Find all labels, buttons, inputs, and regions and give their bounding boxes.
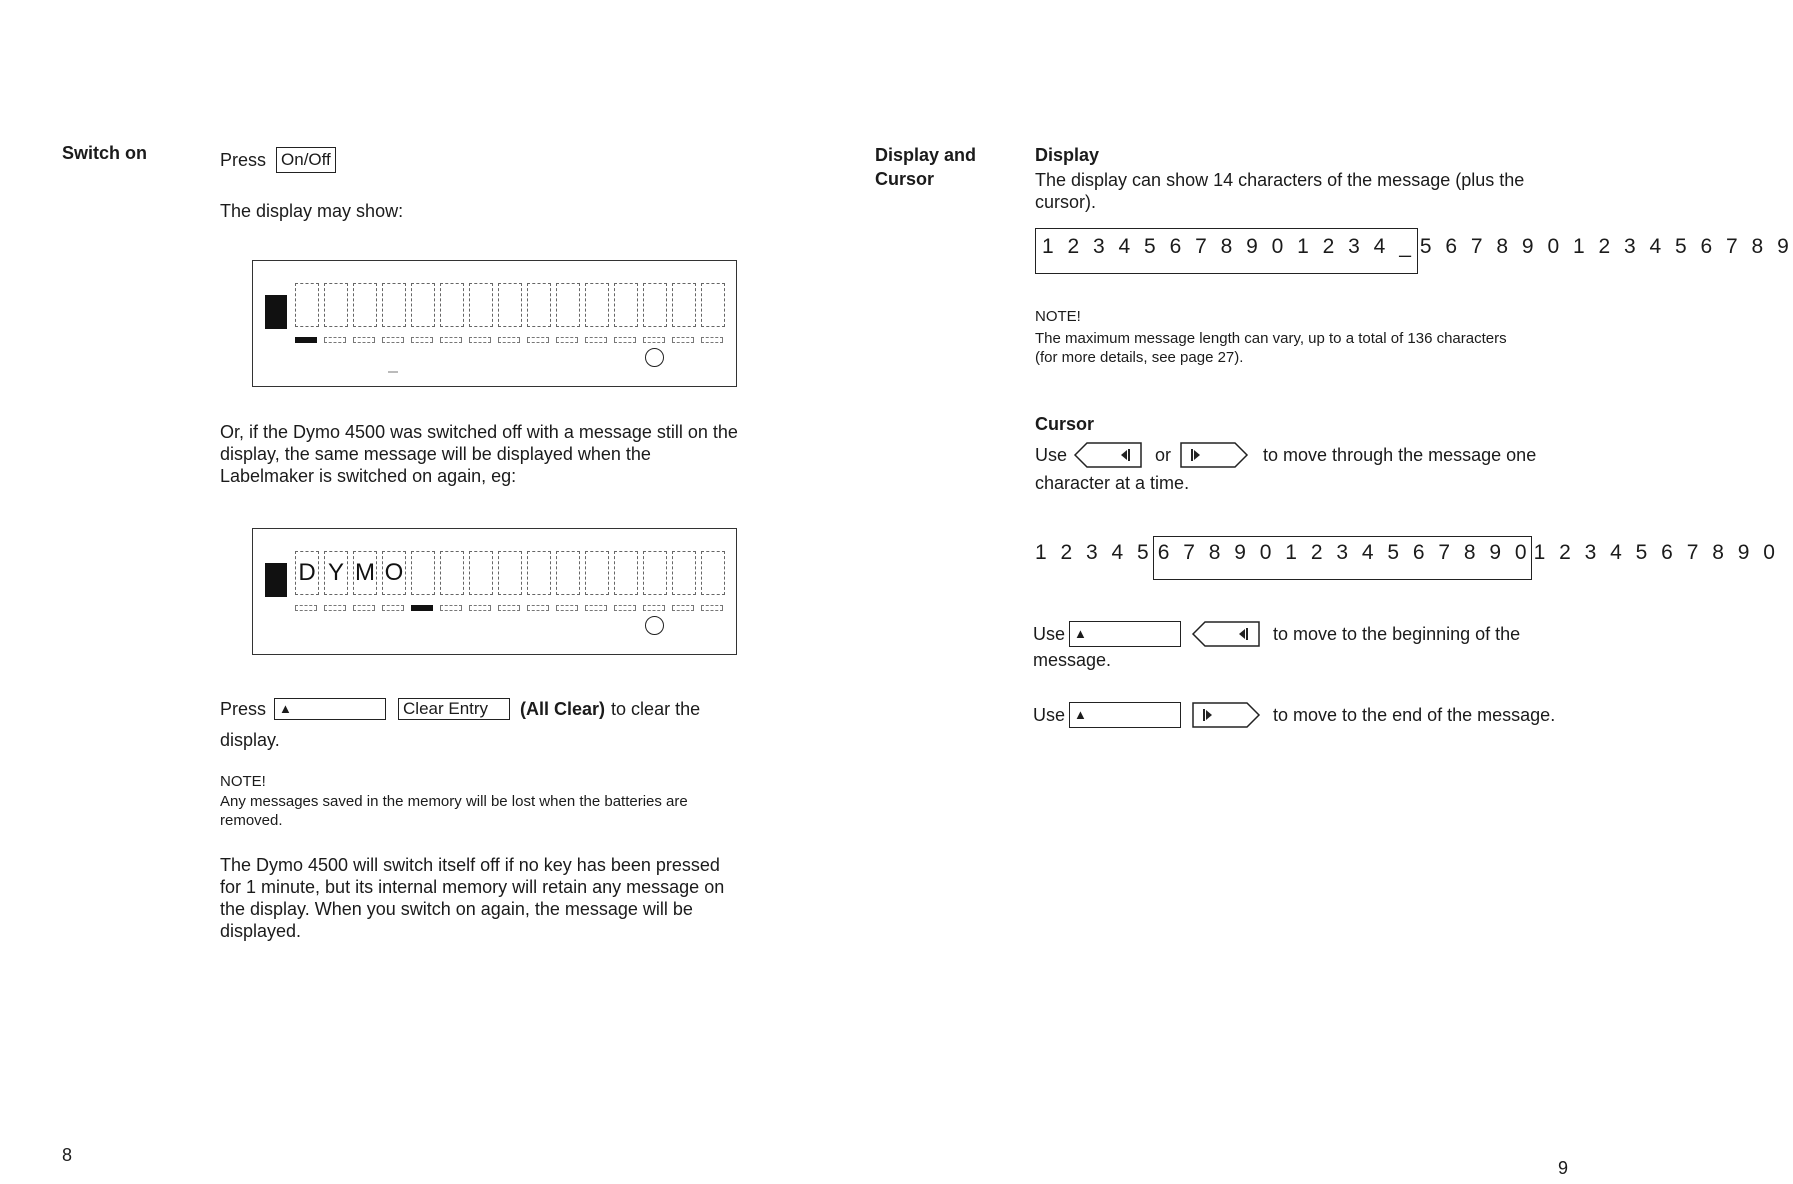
lcd-character-cell	[643, 551, 667, 595]
lcd-character-cell: M	[353, 551, 377, 595]
lcd-smudge	[388, 371, 398, 373]
left-note-line: removed.	[220, 812, 283, 829]
lcd-underline-dash	[295, 605, 317, 611]
up-key: ▲	[274, 698, 386, 720]
lcd-underline-dash	[614, 605, 636, 611]
lcd-block-marker	[265, 295, 287, 329]
display-strip-2	[1035, 536, 1779, 580]
cursor-move-line-2: character at a time.	[1035, 473, 1190, 493]
lcd-character-cell	[701, 283, 725, 327]
lcd-character-cell	[527, 283, 551, 327]
lcd-character-cell	[469, 551, 493, 595]
press-onoff-line	[220, 147, 336, 173]
lcd-character-cell	[585, 551, 609, 595]
display-text	[1035, 169, 1524, 213]
right-note-text	[1035, 329, 1507, 367]
circle-indicator-icon	[645, 616, 664, 635]
lcd-underline-dash	[701, 337, 723, 343]
heading-line: Display and	[875, 145, 977, 165]
page-number-right: 9	[1558, 1158, 1569, 1178]
right-note-line: The maximum message length can vary, up to a total of 136 characters	[1035, 330, 1507, 347]
display-window-box: 1 2 3 4 5 6 7 8 9 0 1 2 3 4 _	[1035, 228, 1418, 274]
cursor-title: Cursor	[1035, 414, 1095, 434]
display-strip-1	[1035, 228, 1793, 274]
lcd-underline-dash	[324, 605, 346, 611]
or-paragraph-line: Labelmaker is switched on again, eg:	[220, 466, 517, 486]
lcd-underline-dash	[527, 605, 549, 611]
display-may-show-text: The display may show:	[220, 201, 404, 221]
lcd-character-cell	[295, 283, 319, 327]
use-label: Use	[1035, 445, 1068, 465]
autooff-line: the display. When you switch on again, the message will be	[220, 899, 693, 919]
autooff-line: displayed.	[220, 921, 302, 941]
lcd-underline-dash	[382, 337, 404, 343]
lcd-underline-dash	[324, 337, 346, 343]
beginning-line-2: message.	[1033, 650, 1112, 670]
beginning-line	[1033, 620, 1520, 648]
up-key: ▲	[1069, 702, 1181, 728]
beginning-text: to move to the beginning of the	[1273, 624, 1521, 644]
right-note-line: (for more details, see page 27).	[1035, 349, 1244, 366]
cursor-move-line	[1035, 441, 1536, 469]
autooff-line: for 1 minute, but its internal memory will retain any message on	[220, 877, 725, 897]
lcd-character-cell	[469, 283, 493, 327]
lcd-character-cell	[324, 283, 348, 327]
or-paragraph	[220, 421, 738, 487]
left-note-line: Any messages saved in the memory will be lost when the batteries are	[220, 793, 688, 810]
lcd-underline-dash	[411, 337, 433, 343]
lcd-block-marker	[265, 563, 287, 597]
strip-before: 1 2 3 4 5	[1035, 541, 1153, 564]
right-note-title: NOTE!	[1035, 308, 1081, 325]
lcd-underline-dash	[672, 337, 694, 343]
page-number-left: 8	[62, 1145, 73, 1165]
switch-on-heading: Switch on	[62, 143, 147, 163]
lcd-cursor-dash	[411, 605, 433, 611]
display-window-box: 6 7 8 9 0 1 2 3 4 5 6 7 8 9 0	[1153, 536, 1532, 580]
onoff-key: On/Off	[276, 147, 336, 173]
clear-after-text: to clear the	[611, 699, 701, 719]
lcd-underline-dash	[353, 605, 375, 611]
lcd-character-cell	[411, 283, 435, 327]
or-paragraph-line: display, the same message will be displayed when the	[220, 444, 651, 464]
lcd-character-cell	[614, 283, 638, 327]
lcd-display-message	[252, 528, 737, 655]
display-text-line: cursor).	[1035, 192, 1097, 212]
display-text-line: The display can show 14 characters of the message (plus the	[1035, 170, 1525, 190]
cursor-right-key-icon	[1179, 441, 1249, 469]
lcd-underline-dash	[672, 605, 694, 611]
lcd-character-cell	[353, 283, 377, 327]
lcd-underline-dash	[498, 605, 520, 611]
use-label: Use	[1033, 624, 1066, 644]
lcd-character-cell	[498, 283, 522, 327]
lcd-underline-dash	[440, 605, 462, 611]
lcd-underline-dash	[701, 605, 723, 611]
lcd-underline-dash	[585, 605, 607, 611]
end-line	[1033, 701, 1555, 729]
lcd-underline-dash	[440, 337, 462, 343]
lcd-character-cell	[643, 283, 667, 327]
clear-line	[220, 698, 700, 720]
all-clear-label: (All Clear)	[520, 699, 606, 719]
left-note-text	[220, 792, 688, 830]
lcd-character-cell	[527, 551, 551, 595]
cursor-left-key-icon	[1073, 441, 1143, 469]
lcd-underline-dash	[382, 605, 404, 611]
lcd-character-cell	[440, 283, 464, 327]
lcd-underline-dash	[643, 337, 665, 343]
lcd-underline-dash	[498, 337, 520, 343]
lcd-character-cell	[672, 283, 696, 327]
strip-after: 1 2 3 4 5 6 7 8 9 0	[1533, 541, 1779, 564]
up-key: ▲	[1069, 621, 1181, 647]
press-label: Press	[220, 150, 267, 170]
heading-line: Cursor	[875, 169, 935, 189]
autooff-paragraph	[220, 854, 724, 942]
lcd-display-blank	[252, 260, 737, 387]
lcd-character-cell	[382, 283, 406, 327]
press-label: Press	[220, 699, 267, 719]
clear-line-2: display.	[220, 730, 280, 750]
lcd-underline-dash	[614, 337, 636, 343]
cursor-right-key-icon	[1191, 701, 1261, 729]
lcd-character-cell	[585, 283, 609, 327]
or-label: or	[1155, 445, 1172, 465]
lcd-character-cell	[411, 551, 435, 595]
lcd-cursor-dash	[295, 337, 317, 343]
or-paragraph-line: Or, if the Dymo 4500 was switched off with a message still on the	[220, 422, 738, 442]
lcd-character-cell	[701, 551, 725, 595]
display-and-cursor-heading	[875, 143, 976, 191]
lcd-underline-dash	[469, 337, 491, 343]
lcd-underline-dash	[353, 337, 375, 343]
lcd-character-cell	[498, 551, 522, 595]
lcd-underline-dash	[469, 605, 491, 611]
lcd-character-cell	[556, 551, 580, 595]
lcd-character-cell	[672, 551, 696, 595]
lcd-character-cell	[614, 551, 638, 595]
cursor-move-text: to move through the message one	[1263, 445, 1537, 465]
lcd-underline-dash	[643, 605, 665, 611]
cursor-left-key-icon	[1191, 620, 1261, 648]
display-strip-overflow: 5 6 7 8 9 0 1 2 3 4 5 6 7 8 9	[1419, 235, 1793, 258]
left-note-title: NOTE!	[220, 773, 266, 790]
lcd-character-cell: Y	[324, 551, 348, 595]
lcd-underline-dash	[556, 605, 578, 611]
lcd-underline-dash	[556, 337, 578, 343]
lcd-underline-dash	[585, 337, 607, 343]
use-label: Use	[1033, 705, 1066, 725]
display-title: Display	[1035, 145, 1100, 165]
lcd-character-cell	[440, 551, 464, 595]
lcd-character-cell	[556, 283, 580, 327]
circle-indicator-icon	[645, 348, 664, 367]
lcd-character-cell: D	[295, 551, 319, 595]
lcd-underline-dash	[527, 337, 549, 343]
lcd-character-cell: O	[382, 551, 406, 595]
end-text: to move to the end of the message.	[1273, 705, 1556, 725]
autooff-line: The Dymo 4500 will switch itself off if no key has been pressed	[220, 855, 720, 875]
clear-entry-key: Clear Entry	[398, 698, 510, 720]
